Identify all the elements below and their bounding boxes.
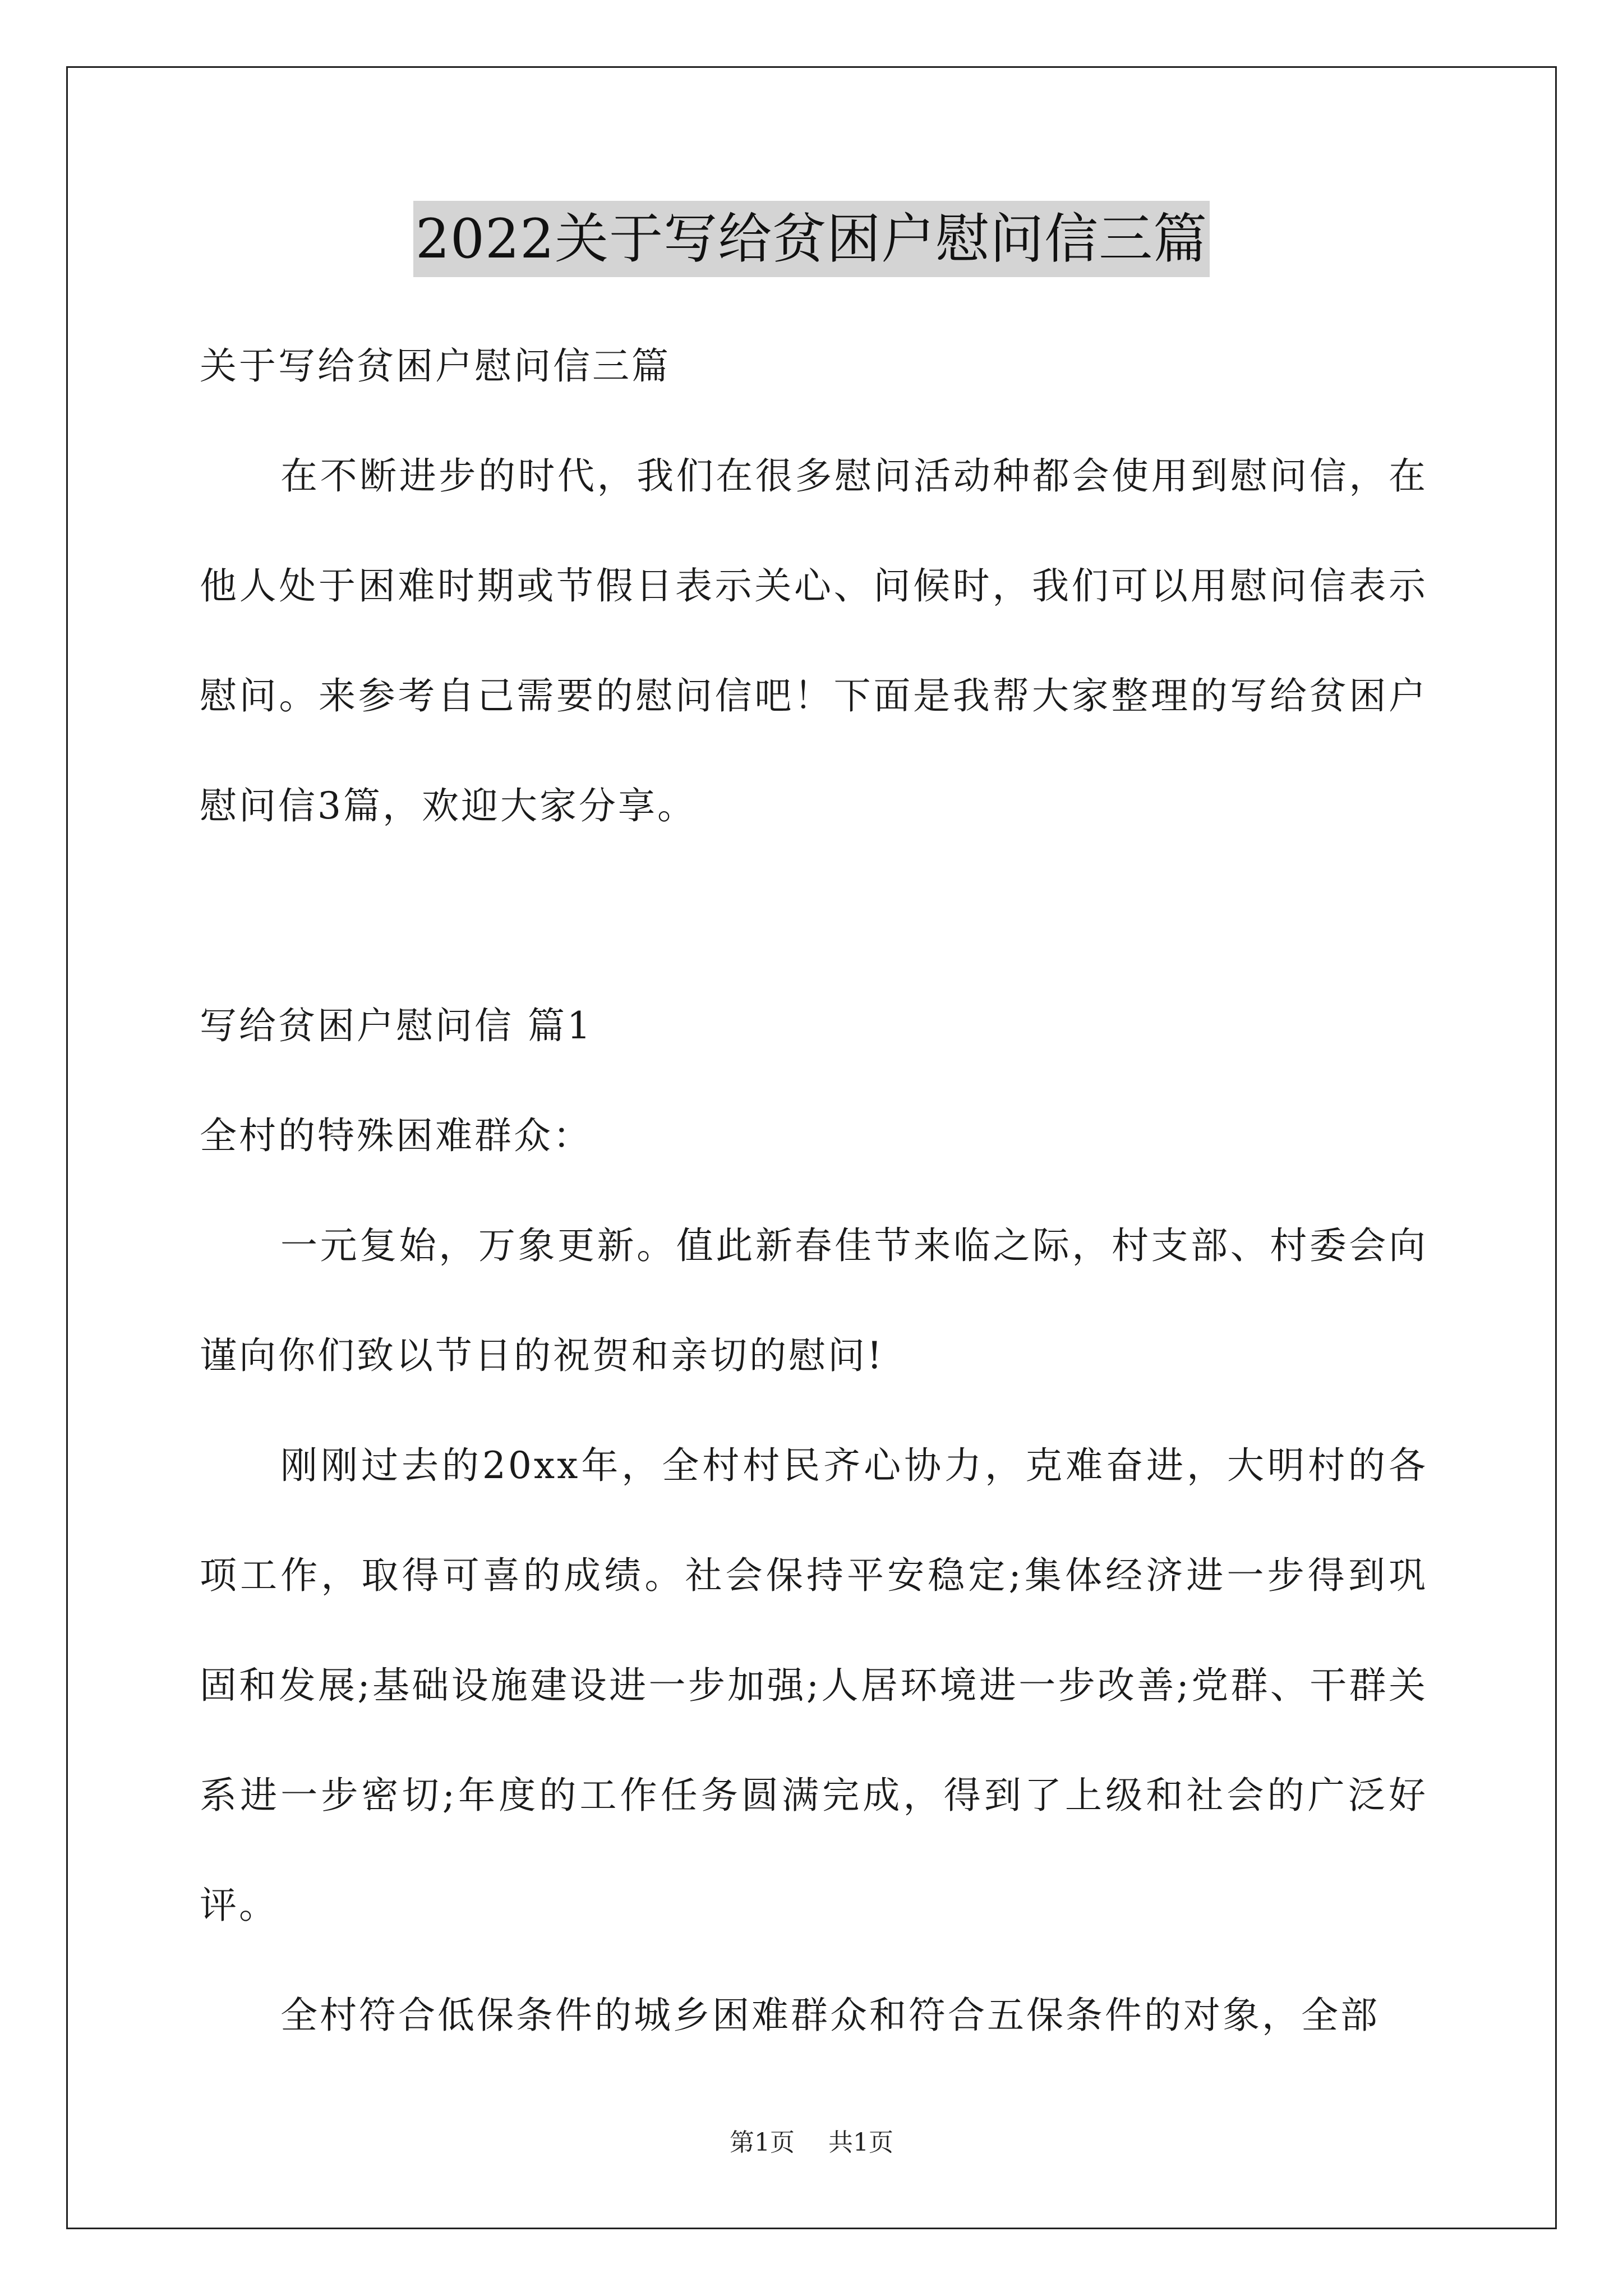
body-paragraph: 全村符合低保条件的城乡困难群众和符合五保条件的对象，全部 (280, 1994, 1380, 2037)
section-heading: 写给贫困户慰问信 篇1 (200, 1004, 593, 1047)
section-gap (200, 861, 1428, 971)
salutation: 全村的特殊困难群众： (200, 1114, 592, 1157)
body-paragraph: 一元复始，万象更新。值此新春佳节来临之际，村支部、村委会向谨向你们致以节日的祝贺和亲切的慰问! (200, 1224, 1428, 1377)
document-title: 2022关于写给贫困户慰问信三篇 (413, 201, 1210, 277)
page-total: 共1页 (828, 2128, 893, 2157)
page-footer (0, 2126, 1623, 2160)
title-container (0, 201, 1623, 277)
subtitle-line: 关于写给贫困户慰问信三篇 (200, 344, 671, 388)
page-number: 第1页 (730, 2128, 795, 2157)
document-body (200, 311, 1428, 2070)
body-paragraph: 刚刚过去的20xx年，全村村民齐心协力，克难奋进，大明村的各项工作，取得可喜的成绩。社会保持平安稳定;集体经济进一步得到巩固和发展;基础设施建设进一步加强;人居环境进一步改善;党群、干群关系进一步密切;年度的工作任务圆满完成，得到了上级和社会的广泛好评。 (200, 1444, 1428, 1927)
intro-paragraph: 在不断进步的时代，我们在很多慰问活动种都会使用到慰问信，在他人处于困难时期或节假日表示关心、问候时，我们可以用慰问信表示慰问。来参考自己需要的慰问信吧！下面是我帮大家整理的写给贫困户慰问信3篇，欢迎大家分享。 (200, 454, 1428, 827)
